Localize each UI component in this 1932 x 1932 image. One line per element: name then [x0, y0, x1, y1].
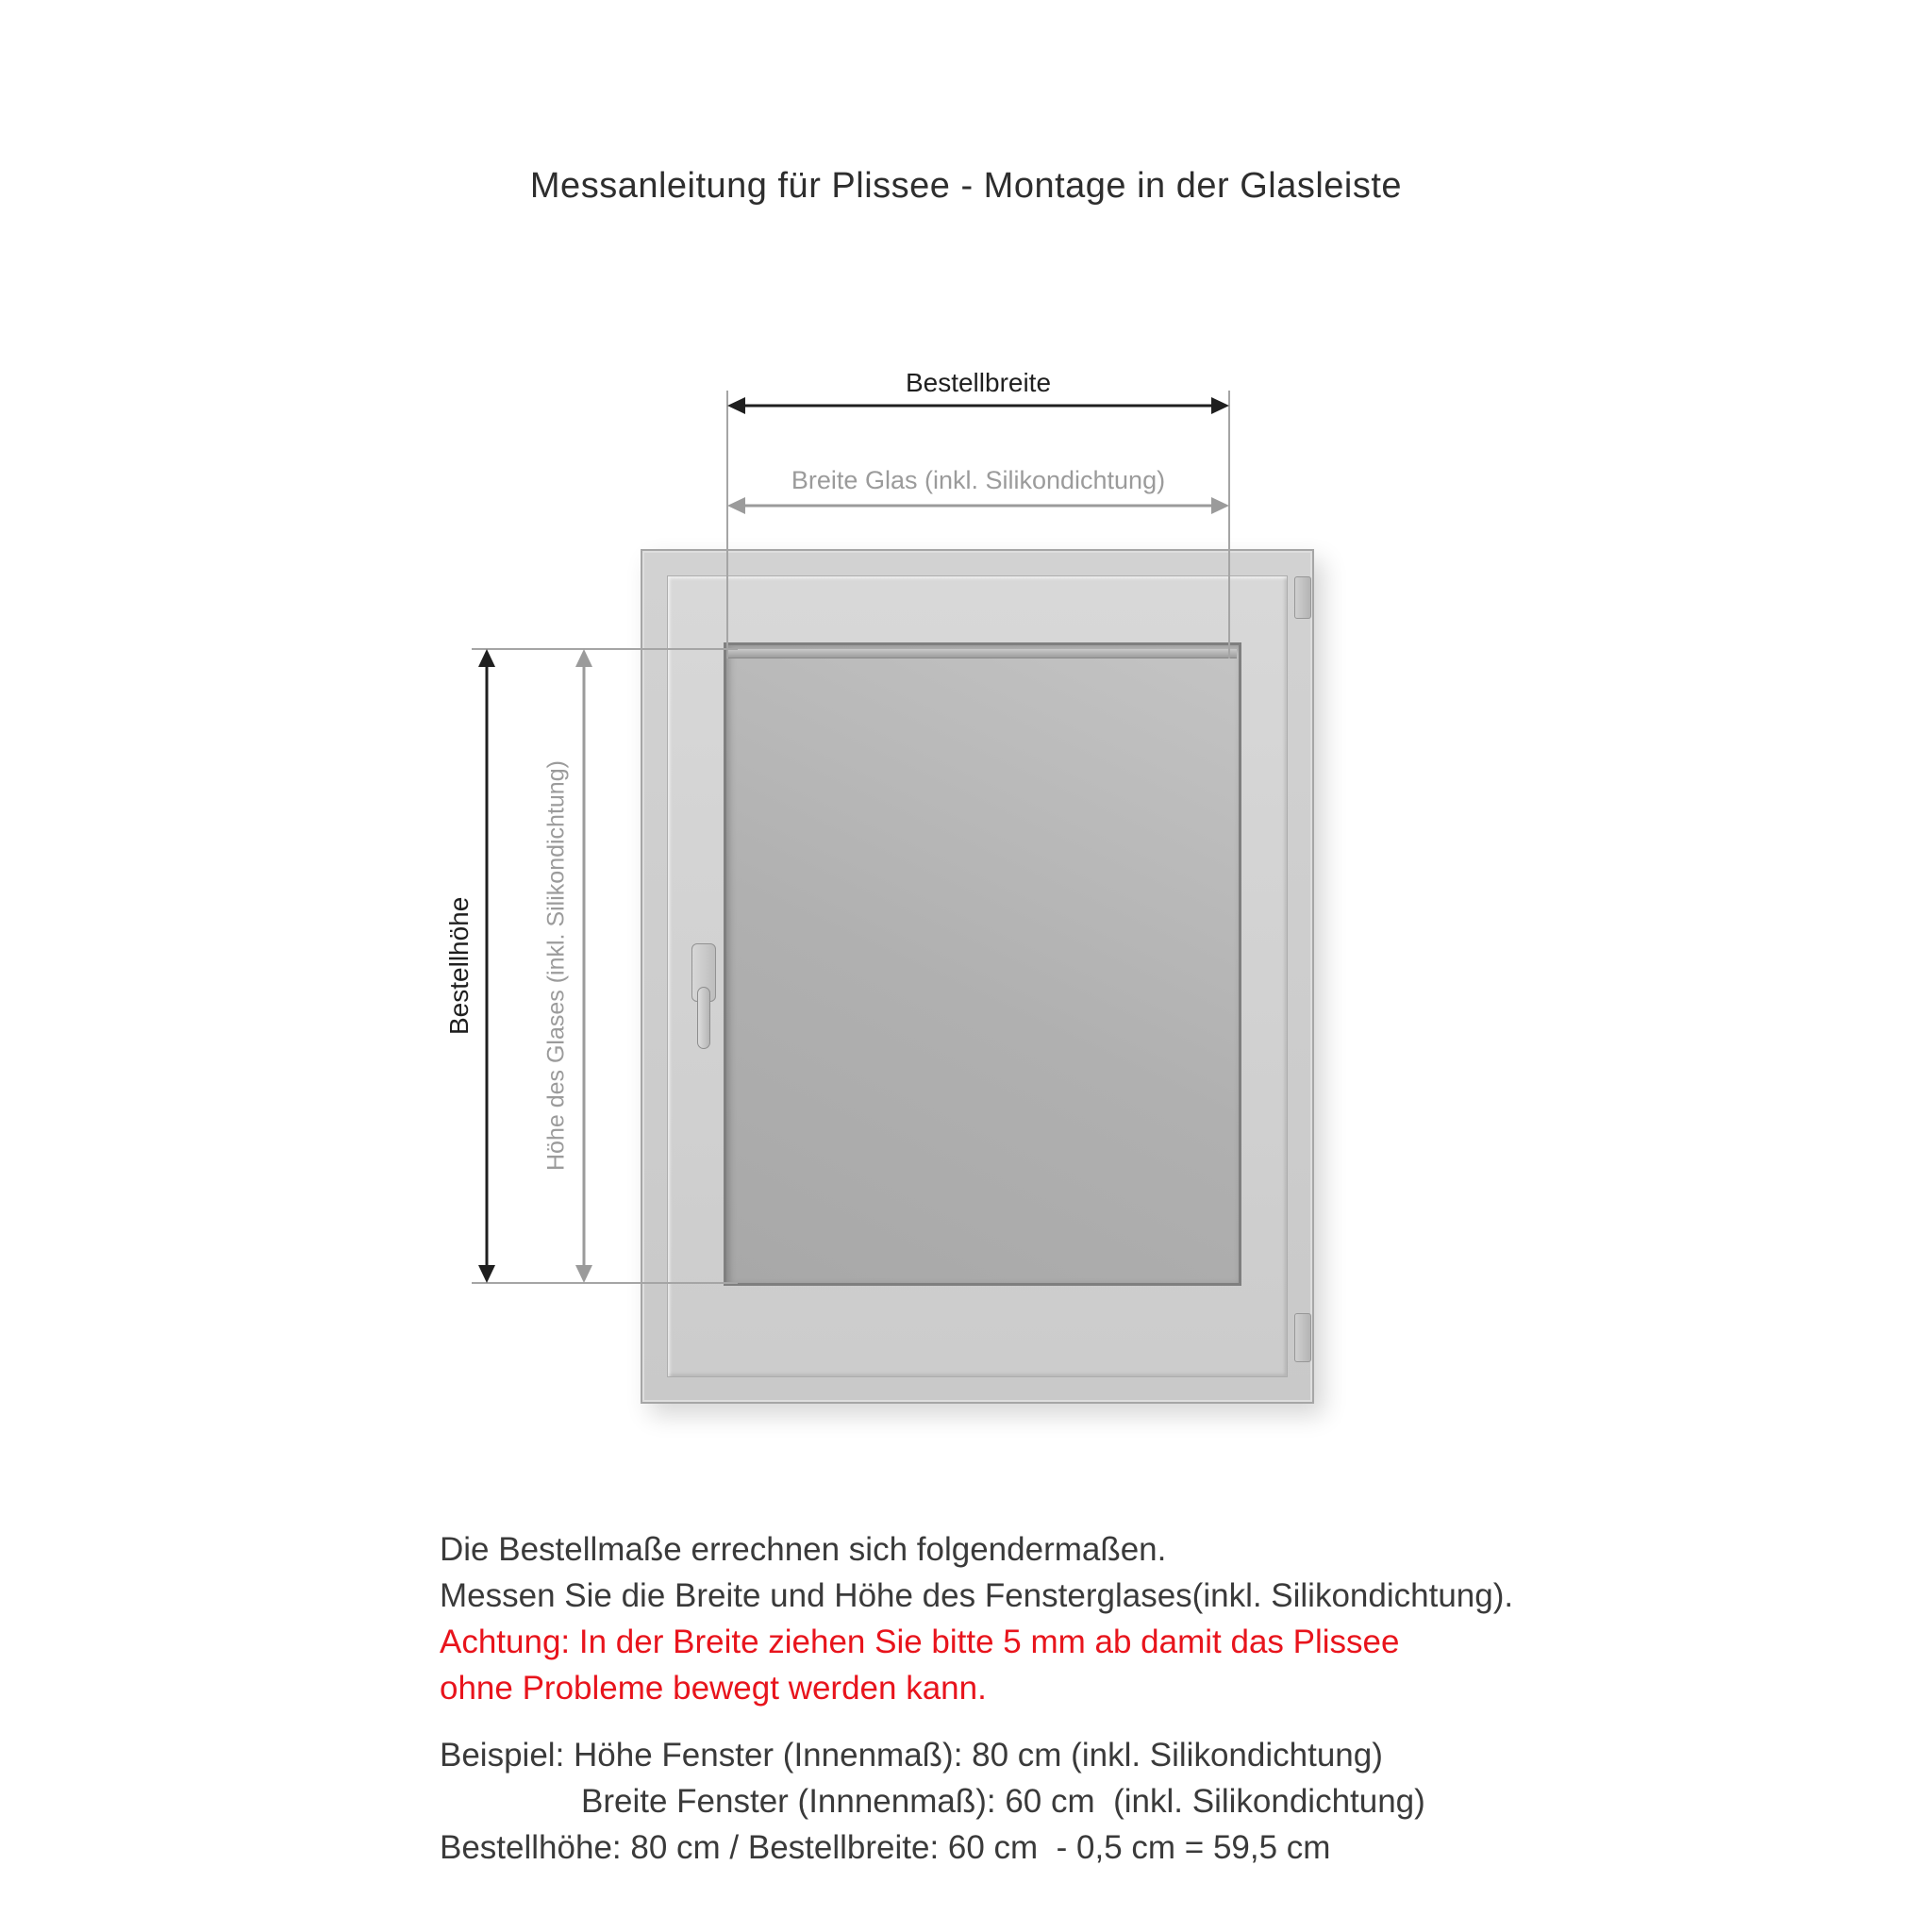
hinge-top [1294, 576, 1311, 619]
example-line-1: Beispiel: Höhe Fenster (Innenmaß): 80 cm (inkl. Silikondichtung) [440, 1737, 1383, 1774]
warning-line-1: Achtung: In der Breite ziehen Sie bitte 5 mm ab damit das Plissee [440, 1624, 1400, 1660]
glass-height-label: Höhe des Glases (inkl. Silikondichtung) [542, 760, 570, 1172]
window-handle-lever [697, 987, 710, 1049]
glass-top-rail [728, 649, 1237, 658]
example-line-2: Breite Fenster (Innnenmaß): 60 cm (inkl. Silikondichtung) [581, 1783, 1425, 1820]
example-line-3: Bestellhöhe: 80 cm / Bestellbreite: 60 cm - 0,5 cm = 59,5 cm [440, 1829, 1331, 1866]
page-title: Messanleitung für Plissee - Montage in der Glasleiste [529, 166, 1403, 206]
hinge-bottom [1294, 1313, 1311, 1362]
order-width-arrow [727, 397, 1229, 414]
window-glass [724, 642, 1241, 1286]
glass-width-arrow [727, 497, 1229, 514]
glass-height-arrow [575, 649, 592, 1283]
instructions [440, 1526, 1666, 1871]
instruction-line-2: Messen Sie die Breite und Höhe des Fensterglases(inkl. Silikondichtung). [440, 1577, 1514, 1614]
warning-line-2: ohne Probleme bewegt werden kann. [440, 1670, 987, 1707]
order-height-arrow [478, 649, 495, 1283]
order-height-label: Bestellhöhe [444, 896, 474, 1036]
example-block [440, 1732, 1666, 1871]
glass-width-label: Breite Glas (inkl. Silikondichtung) [791, 466, 1166, 494]
instruction-line-1: Die Bestellmaße errechnen sich folgendermaßen. [440, 1531, 1167, 1568]
order-width-label: Bestellbreite [905, 368, 1052, 397]
